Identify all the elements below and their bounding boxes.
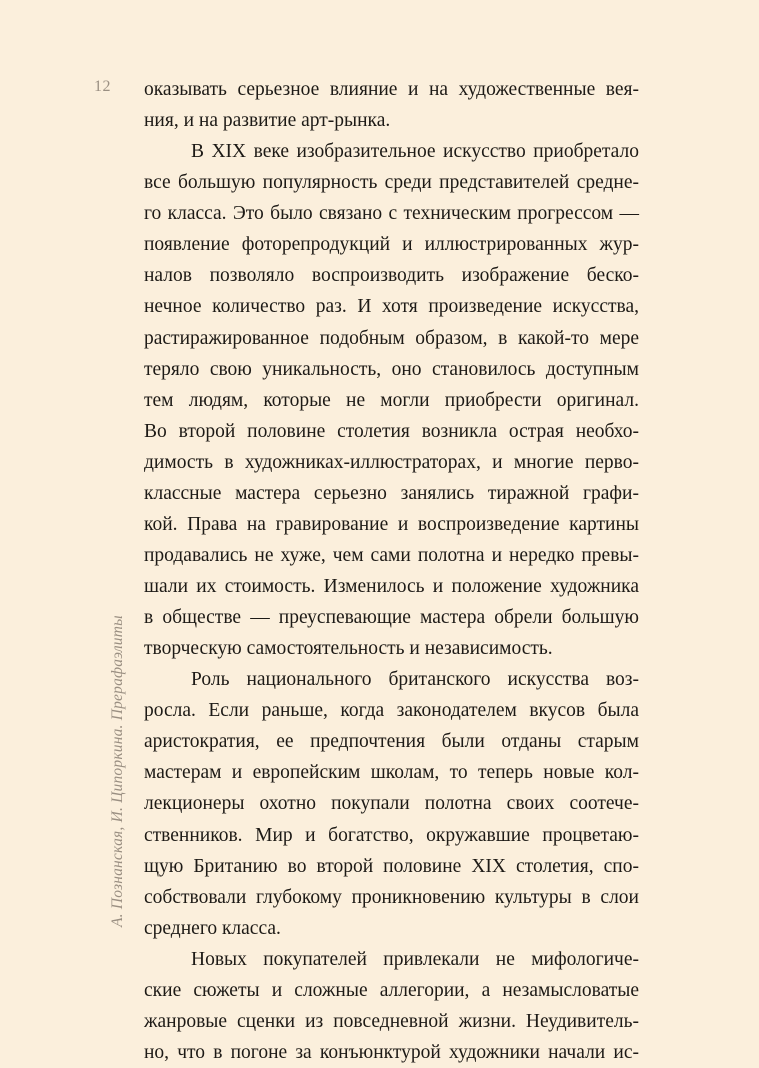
text-line: продавались не хуже, чем сами полотна и нередко превы- [144,544,639,566]
text-line: растиражированное подобным образом, в какой-то мере [144,327,639,349]
text-line: ственников. Мир и богатство, окружавшие процветаю- [144,824,639,846]
text-line: налов позволяло воспроизводить изображение беско- [144,265,639,287]
text-line: В XIX веке изобразительное искусство приобретало [191,141,639,163]
running-head: А. Познанская, И. Ципоркина. Прерафаэлиты [109,615,126,927]
text-line: собствовали глубокому проникновению культуры в слои [144,886,639,908]
text-line: в обществе — преуспевающие мастера обрели большую [144,607,639,629]
text-line: нечное количество раз. И хотя произведение искусства, [144,296,639,318]
text-line: оказывать серьезное влияние и на художественные вея- [144,79,639,100]
text-line: среднего класса. [144,917,281,939]
text-line: мастерам и европейским школам, то теперь новые кол- [144,762,639,784]
text-line: классные мастера серьезно занялись тиражной графи- [144,482,639,504]
page-number: 12 [94,78,111,95]
text-line: Роль национального британского искусства воз- [191,669,639,691]
text-line: го класса. Это было связано с техническим прогрессом — [144,203,639,225]
text-line: жанровые сценки из повседневной жизни. Неудивитель- [144,1010,639,1032]
text-line: росла. Если раньше, когда законодателем вкусов была [144,700,639,722]
text-line: Во второй половине столетия возникла острая необхо- [144,420,639,442]
text-line: творческую самостоятельность и независимость. [144,638,553,660]
text-line: но, что в погоне за конъюнктурой художники начали ис- [144,1041,639,1063]
text-line: тем людям, которые не могли приобрести оригинал. [144,389,639,411]
text-line: шали их стоимость. Изменилось и положение художника [144,576,639,597]
text-line: все большую популярность среди представителей средне- [144,172,639,194]
text-line: аристократия, ее предпочтения были отданы старым [144,731,639,753]
text-line: появление фоторепродукций и иллюстрированных жур- [144,234,639,256]
text-line: теряло свою уникальность, оно становилось доступным [144,358,639,380]
text-line: щую Британию во второй половине XIX столетия, спо- [144,855,639,877]
text-line: ские сюжеты и сложные аллегории, а незамысловатые [144,979,639,1001]
text-line: ния, и на развитие арт-рынка. [144,110,391,132]
text-line: лекционеры охотно покупали полотна своих соотече- [144,793,639,815]
text-line: димость в художниках-иллюстраторах, и многие перво- [144,451,639,473]
body-text [144,74,639,1068]
text-line: кой. Права на гравирование и воспроизведение картины [144,513,639,535]
text-line: Новых покупателей привлекали не мифологиче- [191,948,639,970]
